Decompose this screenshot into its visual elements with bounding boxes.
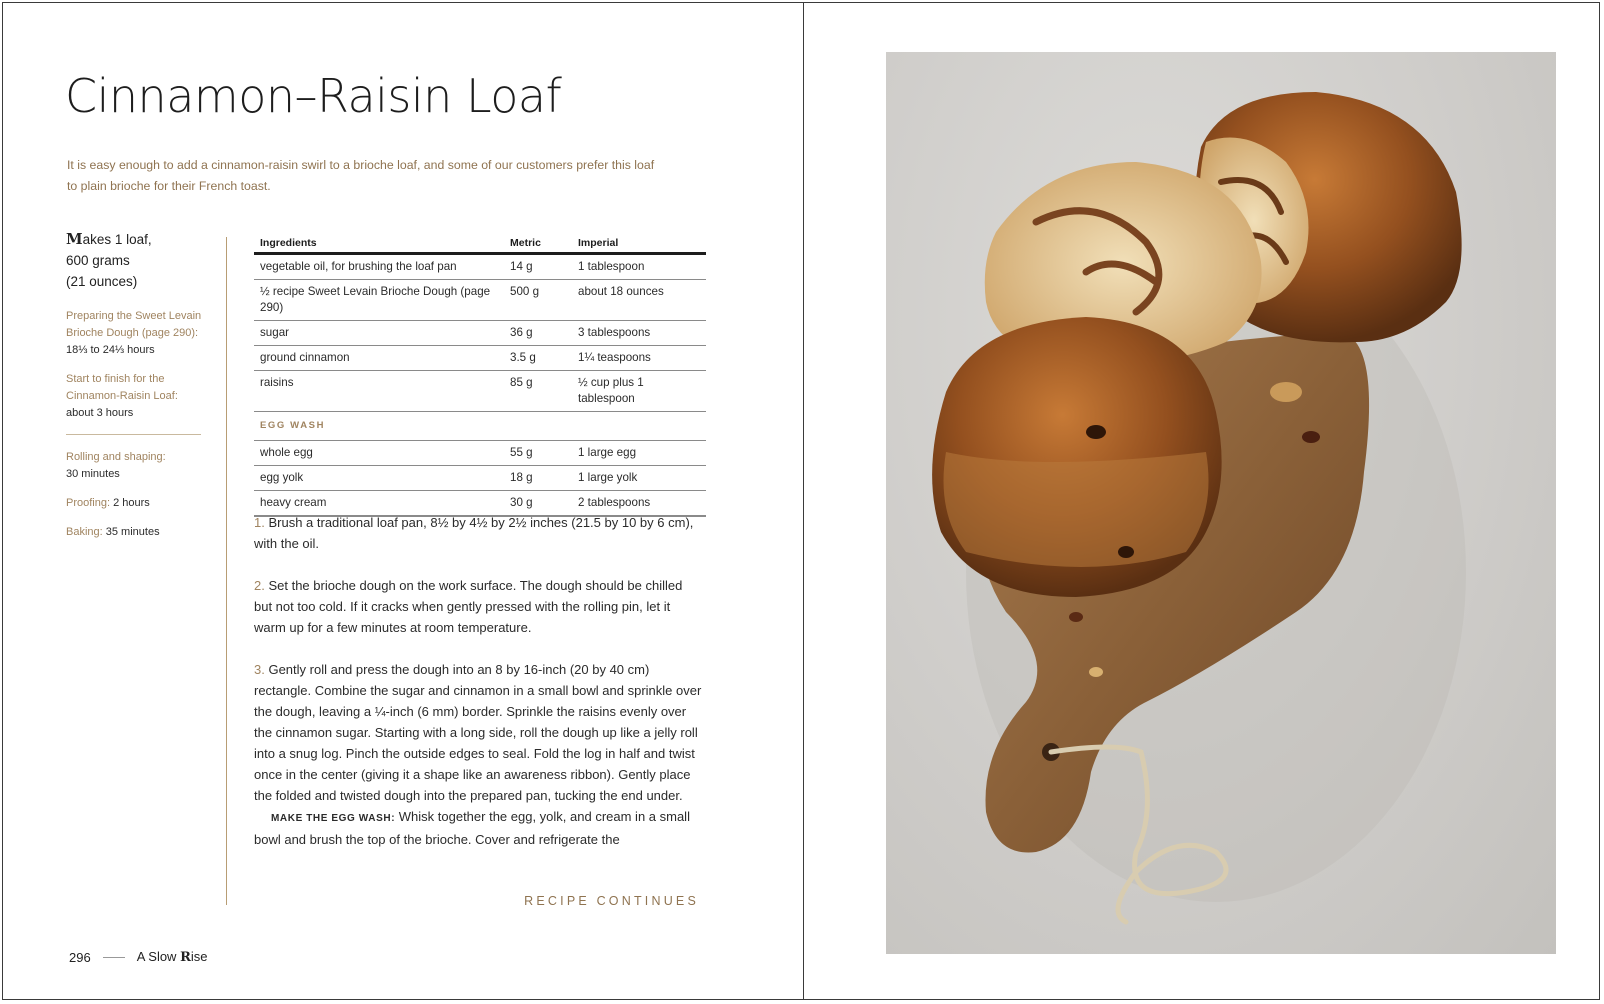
ingredient-metric: 18 g	[504, 466, 572, 491]
ingredient-name: heavy cream	[254, 491, 504, 517]
ingredient-metric: 85 g	[504, 371, 572, 412]
book-title-initial: R	[180, 950, 191, 965]
page-gutter	[803, 3, 804, 999]
ingredient-metric: 14 g	[504, 254, 572, 280]
bread-photo-illustration	[886, 52, 1556, 954]
header-ingredients: Ingredients	[254, 237, 504, 254]
time-baking	[66, 524, 206, 541]
book-title	[137, 949, 208, 965]
ingredient-imperial: 1¼ teaspoons	[572, 346, 706, 371]
recipe-intro: It is easy enough to add a cinnamon-raisin swirl to a brioche loaf, and some of our customers prefer this loaf to plain brioche for their French toast.	[67, 158, 655, 193]
table-header-row	[254, 237, 706, 254]
step-number: 1.	[254, 515, 265, 530]
ingredient-metric: 30 g	[504, 491, 572, 517]
time-label: Baking:	[66, 526, 103, 538]
ingredient-imperial: 1 large egg	[572, 441, 706, 466]
crumb-piece	[1270, 382, 1302, 402]
yield-grams: 600 grams	[66, 253, 130, 268]
step-text: Brush a traditional loaf pan, 8½ by 4½ by 2½ inches (21.5 by 10 by 6 cm), with the oil.	[254, 515, 694, 551]
ingredient-name: sugar	[254, 321, 504, 346]
bread-photo	[886, 52, 1556, 954]
ingredient-imperial: 2 tablespoons	[572, 491, 706, 517]
step-1	[254, 512, 704, 554]
time-label: Rolling and shaping:	[66, 451, 166, 463]
time-value: 35 minutes	[105, 526, 160, 538]
time-rolling	[66, 449, 206, 483]
ingredient-imperial: 1 tablespoon	[572, 254, 706, 280]
ingredients-table	[254, 237, 706, 517]
ingredient-name: vegetable oil, for brushing the loaf pan	[254, 254, 504, 280]
ingredient-metric: 3.5 g	[504, 346, 572, 371]
recipe-yield	[66, 229, 206, 292]
ingredient-metric: 500 g	[504, 280, 572, 321]
recipe-continues: RECIPE CONTINUES	[524, 894, 699, 908]
recipe-steps	[254, 512, 704, 850]
yield-initial: M	[66, 230, 83, 248]
time-proofing	[66, 495, 206, 512]
step-number: 2.	[254, 578, 265, 593]
time-value: 30 minutes	[66, 468, 120, 480]
book-spread	[2, 2, 1600, 1000]
table-row	[254, 441, 706, 466]
step-text: Set the brioche dough on the work surface. The dough should be chilled but not too cold. If it cracks when gently pressed with the rolling pin, let it warm up for a few minutes at room temperature.	[254, 578, 683, 635]
sidebar-rule	[226, 237, 227, 905]
table-row	[254, 346, 706, 371]
recipe-title: Cinnamon–Raisin Loaf	[65, 69, 562, 123]
ingredient-name: ground cinnamon	[254, 346, 504, 371]
step-number: 3.	[254, 662, 265, 677]
egg-wash-label: MAKE THE EGG WASH:	[271, 813, 396, 824]
time-value: 2 hours	[113, 497, 150, 509]
time-label: Preparing the Sweet Levain Brioche Dough (page 290):	[66, 310, 202, 339]
page-number: 296	[69, 949, 91, 965]
yield-text: akes 1 loaf,	[82, 232, 152, 247]
time-value: about 3 hours	[66, 407, 134, 419]
section-label-egg-wash: EGG WASH	[254, 412, 706, 441]
step-text: Gently roll and press the dough into an 8 by 16-inch (20 by 40 cm) rectangle. Combine the sugar and cinnamon in a small bowl and sprinkle over the dough, leaving a ¼-inch (6 mm) border. Sprinkle the raisins evenly over the cinnamon sugar. Starting with a long side, roll the dough up like a jelly roll into a snug log. Pinch the outside edges to seal. Fold the log in half and twist once in the center (giving it a shape like an awareness ribbon). Gently place the folded and twisted dough into the prepared pan, tucking the end under.	[254, 662, 702, 803]
egg-wash-step	[254, 806, 704, 850]
book-title-prefix: A Slow	[136, 949, 181, 964]
recipe-sidebar	[66, 229, 206, 553]
step-2	[254, 575, 704, 638]
page-footer	[69, 949, 208, 965]
time-start-to-finish	[66, 371, 206, 422]
ingredient-imperial: 1 large yolk	[572, 466, 706, 491]
table-row	[254, 371, 706, 412]
raisin	[1086, 425, 1106, 439]
ingredient-imperial: about 18 ounces	[572, 280, 706, 321]
ingredient-name: ½ recipe Sweet Levain Brioche Dough (page 290)	[254, 280, 504, 321]
front-loaf-sides	[944, 452, 1209, 567]
time-label: Proofing:	[66, 497, 111, 509]
time-value: 18⅓ to 24⅓ hours	[66, 344, 155, 356]
raisin	[1118, 546, 1134, 558]
ingredient-metric: 55 g	[504, 441, 572, 466]
ingredient-name: whole egg	[254, 441, 504, 466]
ingredient-name: egg yolk	[254, 466, 504, 491]
ingredient-name: raisins	[254, 371, 504, 412]
ingredient-imperial: ½ cup plus 1 tablespoon	[572, 371, 706, 412]
header-metric: Metric	[504, 237, 572, 254]
ingredient-imperial: 3 tablespoons	[572, 321, 706, 346]
header-imperial: Imperial	[572, 237, 706, 254]
table-row	[254, 466, 706, 491]
table-row	[254, 321, 706, 346]
time-label: Start to finish for the Cinnamon-Raisin Loaf:	[66, 373, 178, 402]
egg-wash-text: Whisk together the egg, yolk, and cream in a small bowl and brush the top of the brioche. Cover and refrigerate the	[254, 809, 690, 847]
table-section-row	[254, 412, 706, 441]
crumb-piece	[1089, 667, 1103, 677]
raisin	[1069, 612, 1083, 622]
raisin	[1302, 431, 1320, 443]
book-title-rest: ise	[190, 949, 208, 964]
yield-ounces: (21 ounces)	[66, 274, 138, 289]
time-prep-dough	[66, 308, 206, 359]
ingredient-metric: 36 g	[504, 321, 572, 346]
table-row	[254, 280, 706, 321]
table-row	[254, 254, 706, 280]
footer-dash	[103, 957, 125, 958]
sidebar-divider	[66, 434, 201, 435]
step-3	[254, 659, 704, 850]
